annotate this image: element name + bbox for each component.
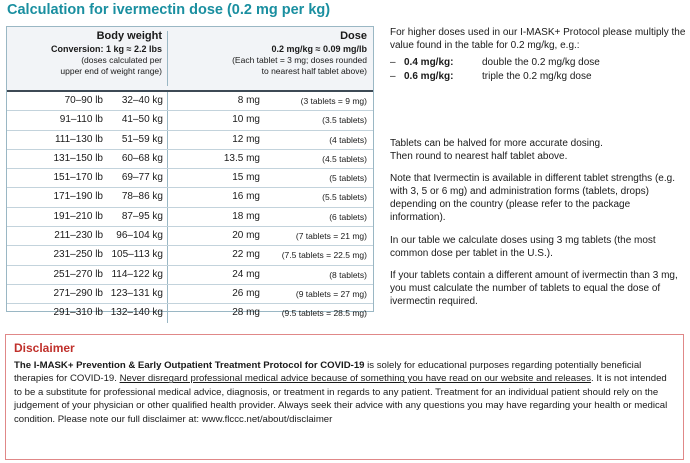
table-row — [7, 304, 373, 322]
our-table-note — [390, 234, 686, 260]
tablets-cell: (5.5 tablets) — [322, 192, 367, 203]
tablets-cell: (6 tablets) — [329, 211, 367, 222]
weight-kg-cell: 32–40 kg — [121, 95, 163, 106]
weight-conversion: Conversion: 1 kg ≈ 2.2 lbs — [51, 44, 162, 54]
weight-header — [7, 30, 162, 76]
table-row — [7, 266, 373, 285]
dose-conversion: 0.2 mg/kg ≈ 0.09 mg/lb — [271, 44, 367, 54]
halved-text: Tablets can be halved for more accurate dosing. — [390, 138, 603, 149]
table-row — [7, 285, 373, 304]
table-row — [7, 111, 373, 130]
dose-mg-cell: 28 mg — [232, 307, 260, 319]
tablets-cell: (9 tablets = 27 mg) — [295, 288, 367, 299]
dose-mg-cell: 13.5 mg — [223, 152, 260, 164]
tablets-cell: (7.5 tablets = 22.5 mg) — [281, 250, 367, 261]
page-title: Calculation for ivermectin dose (0.2 mg per kg) — [7, 2, 331, 18]
dose-mg-cell: 10 mg — [232, 114, 260, 126]
weight-note-1: (doses calculated per — [81, 55, 162, 65]
strengths-note — [390, 172, 686, 224]
disclaimer-box — [5, 334, 684, 460]
weight-kg-cell: 87–95 kg — [121, 210, 163, 222]
dose-mg-cell: 12 mg — [232, 133, 260, 145]
weight-lb-cell: 191–210 lb — [53, 210, 103, 222]
weight-kg-cell: 51–59 kg — [121, 133, 163, 145]
tablets-cell: (3.5 tablets) — [322, 115, 367, 126]
bullet-dash: – — [390, 57, 396, 68]
weight-kg-cell: 60–68 kg — [121, 152, 163, 164]
weight-lb-cell: 271–290 lb — [53, 287, 103, 299]
table-row — [7, 131, 373, 150]
weight-kg-cell: 96–104 kg — [116, 230, 163, 242]
weight-lb-cell: 111–130 lb — [54, 133, 103, 145]
different-strength-note — [390, 269, 686, 308]
dose-mg-cell: 26 mg — [232, 287, 260, 299]
strengths-text: Note that Ivermectin is available in different tablet strengths (e.g. with 3, 5 or 6 mg) and administration forms (tablets, drops) depending on the country (please refer to the package information). — [390, 173, 675, 223]
table-row — [7, 188, 373, 207]
our-table-text: In our table we calculate doses using 3 mg tablets (the most common dose per tablet in the U.S.). — [390, 235, 656, 259]
table-row — [7, 208, 373, 227]
dose-mg-cell: 24 mg — [232, 268, 260, 280]
weight-kg-cell: 69–77 kg — [121, 172, 163, 184]
tablets-cell: (4.5 tablets) — [322, 153, 367, 164]
dose-header — [165, 30, 367, 76]
dose-mg-cell: 18 mg — [232, 210, 260, 222]
dose-mg-cell: 20 mg — [232, 230, 260, 242]
bullet-dash: – — [390, 71, 396, 82]
tablets-cell: (3 tablets = 9 mg) — [300, 96, 367, 106]
weight-lb-cell: 211–230 lb — [54, 230, 103, 242]
table-row — [7, 150, 373, 169]
table-row — [7, 227, 373, 246]
weight-lb-cell: 291–310 lb — [53, 307, 103, 319]
tablets-cell: (7 tablets = 21 mg) — [295, 231, 367, 242]
table-row — [7, 246, 373, 265]
tablets-cell: (9.5 tablets = 28.5 mg) — [281, 308, 367, 319]
halving-note — [390, 137, 686, 163]
weight-kg-cell: 105–113 kg — [111, 249, 163, 261]
weight-title: Body weight — [96, 30, 162, 42]
disclaimer-title: Disclaimer — [14, 341, 75, 355]
weight-lb-cell: 70–90 lb — [64, 95, 103, 106]
weight-lb-cell: 171–190 lb — [53, 191, 103, 203]
disclaimer-body — [14, 359, 675, 426]
multiplier-label: 0.6 mg/kg: — [404, 71, 454, 82]
weight-lb-cell: 91–110 lb — [59, 114, 103, 126]
weight-note-2: upper end of weight range) — [60, 65, 162, 76]
dose-note-1: (Each tablet = 3 mg; doses rounded — [232, 55, 367, 65]
table-row — [7, 92, 373, 111]
different-text: If your tablets contain a different amount of ivermectin than 3 mg, you must calculate the number of tablets to equal the dose of ivermectin required. — [390, 270, 678, 307]
disclaimer-protocol-name: The I-MASK+ Prevention & Early Outpatient Treatment Protocol for COVID-19 — [14, 360, 365, 371]
higher-doses-note — [390, 26, 686, 52]
disclaimer-text-1: is solely for educational purposes regarding potentially beneficial therapies for COVID-19. — [14, 360, 642, 385]
disclaimer-text-2: . It is not intended to be a substitute for professional medical advice, diagnosis, or treatment in regards to any patient. Treatment for an individual patient should rely on the judgement of your physician or other qualified health provider. Always seek their advice with any questions you may have regarding your health or medical condition. Please note our full disclaimer at: www.flccc.net/about/disclaimer — [14, 373, 668, 425]
round-text: Then round to nearest half tablet above. — [390, 151, 568, 162]
weight-kg-cell: 123–131 kg — [110, 287, 163, 299]
tablets-cell: (4 tablets) — [329, 134, 367, 145]
tablets-cell: (8 tablets) — [329, 269, 367, 280]
dose-title: Dose — [340, 30, 367, 42]
weight-lb-cell: 251–270 lb — [53, 268, 103, 280]
tablets-cell: (5 tablets) — [329, 173, 367, 184]
weight-lb-cell: 231–250 lb — [53, 249, 103, 261]
multiplier-label: 0.4 mg/kg: — [404, 57, 454, 68]
multiplier-text: double the 0.2 mg/kg dose — [482, 57, 600, 68]
table-header — [7, 27, 373, 92]
weight-lb-cell: 131–150 lb — [53, 152, 103, 164]
table-row — [7, 169, 373, 188]
higher-doses-text: For higher doses used in our I-MASK+ Protocol please multiply the value found in the table for 0.2 mg/kg, e.g.: — [390, 27, 686, 51]
dose-mg-cell: 22 mg — [232, 249, 260, 261]
dose-mg-cell: 16 mg — [232, 191, 260, 203]
dose-table — [6, 26, 374, 319]
weight-kg-cell: 114–122 kg — [111, 268, 163, 280]
dose-note-2: to nearest half tablet above) — [261, 65, 367, 76]
disclaimer-warning: Never disregard professional medical advice because of something you have read on our website and releases — [119, 373, 592, 385]
dose-mg-cell: 15 mg — [232, 172, 260, 184]
weight-kg-cell: 78–86 kg — [121, 191, 163, 203]
weight-lb-cell: 151–170 lb — [53, 172, 103, 184]
table-body — [7, 92, 373, 323]
dose-mg-cell: 8 mg — [237, 95, 260, 106]
weight-kg-cell: 41–50 kg — [121, 114, 163, 126]
weight-kg-cell: 132–140 kg — [110, 307, 163, 319]
multiplier-text: triple the 0.2 mg/kg dose — [482, 71, 592, 82]
